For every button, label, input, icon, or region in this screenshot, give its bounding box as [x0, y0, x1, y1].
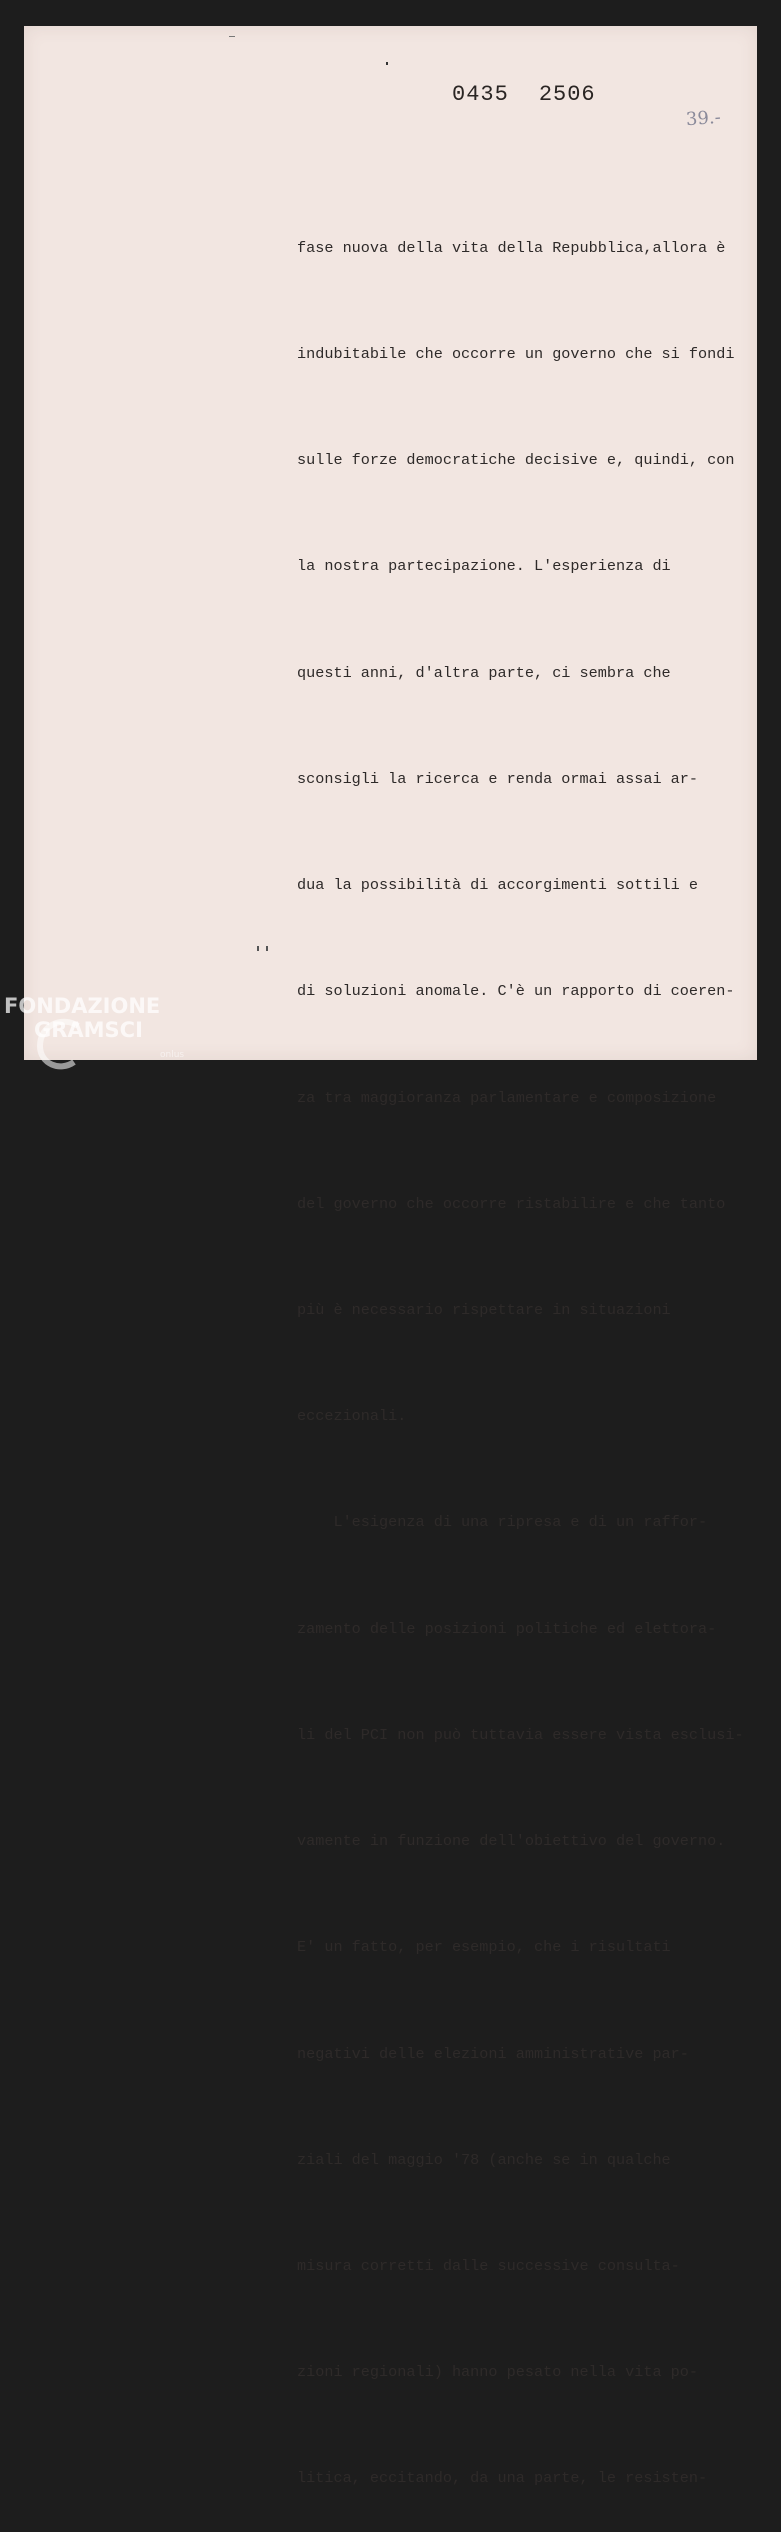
archive-number-left: 0435 — [452, 82, 509, 107]
text-line: del governo che occorre ristabilire e che tanto — [297, 1194, 726, 1213]
text-line: vamente in funzione dell'obiettivo del governo. — [297, 1832, 726, 1851]
archive-number-right: 2506 — [538, 82, 596, 107]
ink-speck — [229, 36, 235, 37]
text-line: litica, eccitando, da una parte, le resisten- — [297, 2469, 708, 2488]
text-line: la nostra partecipazione. L'esperienza di — [297, 557, 671, 576]
typed-body-text — [297, 160, 767, 2532]
ink-speck — [266, 946, 268, 951]
text-line: dua la possibilità di accorgimenti sottili e — [297, 876, 699, 895]
archive-page-number — [452, 82, 596, 107]
text-line: sconsigli la ricerca e renda ormai assai ar- — [297, 769, 699, 788]
text-line: negativi delle elezioni amministrative par- — [297, 2044, 689, 2063]
text-line: E' un fatto, per esempio, che i risultati — [297, 1938, 671, 1957]
text-line: sulle forze democratiche decisive e, quindi, con — [297, 451, 735, 470]
ink-speck — [386, 62, 388, 65]
text-line: zamento delle posizioni politiche ed elettora- — [297, 1619, 717, 1638]
foundation-watermark — [4, 994, 204, 1074]
text-line: indubitabile che occorre un governo che si fondi — [297, 345, 735, 364]
watermark-line1: FONDAZIONE — [4, 994, 161, 1018]
text-line: più è necessario rispettare in situazioni — [297, 1301, 671, 1319]
ink-speck — [257, 946, 259, 951]
text-line: fase nuova della vita della Repubblica,allora è — [297, 238, 726, 257]
text-line: ziali del maggio '78 (anche se in qualche — [297, 2150, 671, 2169]
text-line: di soluzioni anomale. C'è un rapporto di coeren- — [297, 982, 735, 1001]
text-line: questi anni, d'altra parte, ci sembra che — [297, 663, 671, 682]
text-line: li del PCI non può tuttavia essere vista esclusi- — [297, 1725, 744, 1744]
handwritten-page-note: 39.- — [685, 106, 722, 131]
text-line: eccezionali. — [297, 1407, 407, 1426]
text-line: zioni regionali) hanno pesato nella vita po- — [297, 2363, 699, 2382]
text-line: L'esigenza di una ripresa e di un raffor- — [297, 1513, 708, 1532]
text-line: misura corretti dalle successive consulta- — [297, 2256, 680, 2275]
watermark-suffix: onlus — [160, 1050, 185, 1060]
watermark-line2: GRAMSCI — [34, 1018, 143, 1042]
text-line: za tra maggioranza parlamentare e composizione — [297, 1088, 717, 1107]
